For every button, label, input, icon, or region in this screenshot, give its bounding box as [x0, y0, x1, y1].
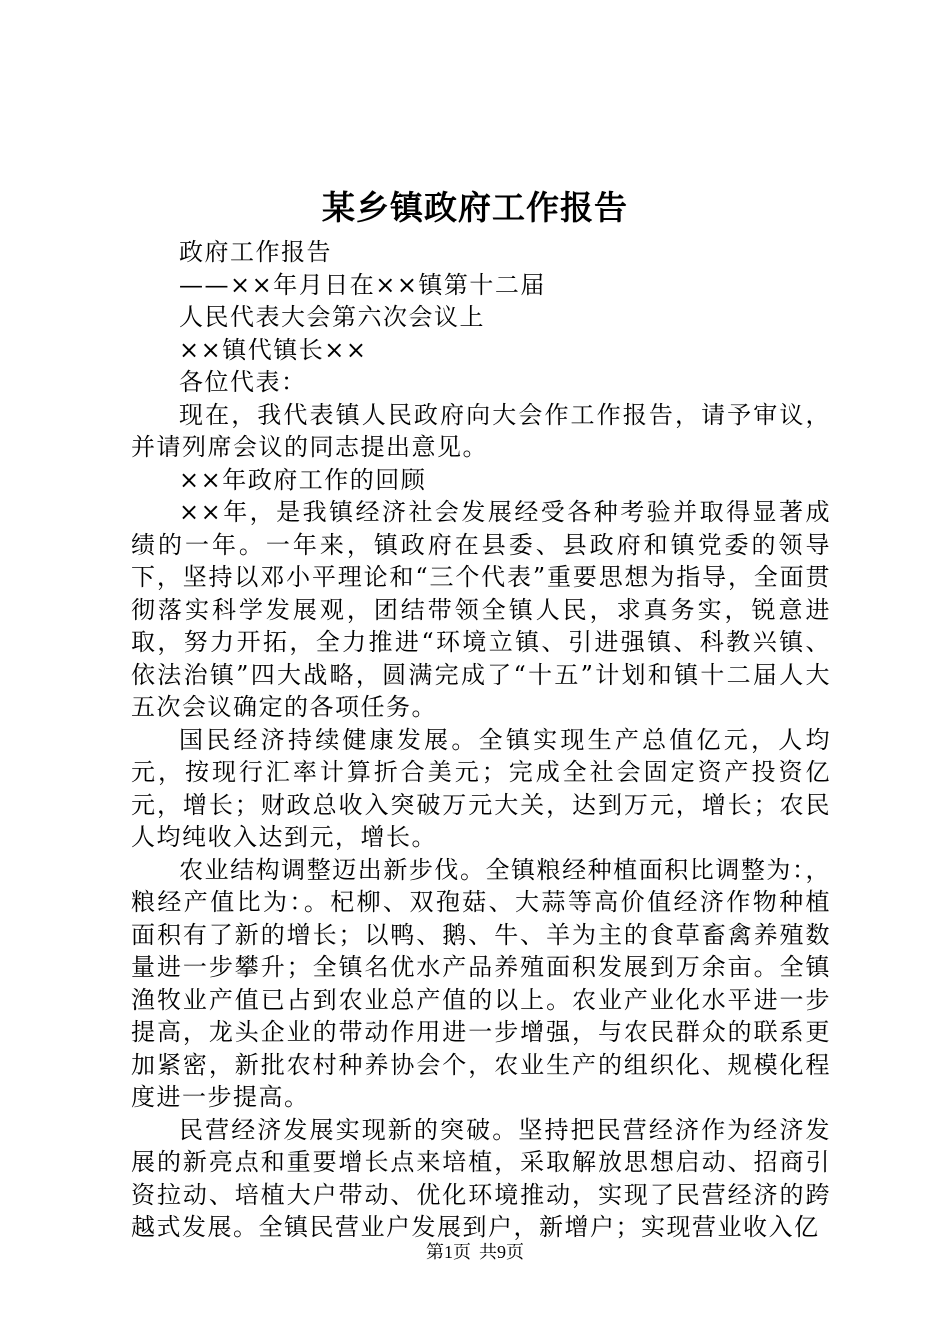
section-heading: ××年政府工作的回顾 [179, 465, 427, 494]
document-title: 某乡镇政府工作报告 [322, 188, 628, 227]
page-footer [0, 1240, 950, 1264]
agriculture-paragraph: 农业结构调整迈出新步伐。全镇粮经种植面积比调整为：，粮经产值比为：。杞柳、双孢菇、大蒜等高价值经济作物种植面积有了新的增长；以鸭、鹅、牛、羊为主的食草畜禽养殖数量进一步攀升；全镇名优水产品养殖面积发展到万余亩。全镇渔牧业产值已占到农业总产值的以上。农业产业化水平进一步提高，龙头企业的带动作用进一步增强，与农民群众的联系更加紧密，新批农村种养协会个，农业生产的组织化、规模化程度进一步提高。 [131, 855, 831, 1111]
intro-paragraph: 现在，我代表镇人民政府向大会作工作报告，请予审议，并请列席会议的同志提出意见。 [131, 400, 831, 461]
meeting-line-2: 人民代表大会第六次会议上 [179, 303, 485, 331]
private-economy-paragraph: 民营经济发展实现新的突破。坚持把民营经济作为经济发展的新亮点和重要增长点来培植，采取解放思想启动、招商引资拉动、培植大户带动、优化环境推动，实现了民营经济的跨越式发展。全镇民营业户发展到户，新增户；实现营业收入亿 [131, 1115, 831, 1241]
review-paragraph: ××年，是我镇经济社会发展经受各种考验并取得显著成绩的一年。一年来，镇政府在县委、县政府和镇党委的领导下，坚持以邓小平理论和“三个代表”重要思想为指导，全面贯彻落实科学发展观，团结带领全镇人民，求真务实，锐意进取，努力开拓，全力推进“环境立镇、引进强镇、科教兴镇、依法治镇”四大战略，圆满完成了“十五”计划和镇十二届人大五次会议确定的各项任务。 [131, 498, 831, 721]
speaker-line: ××镇代镇长×× [179, 335, 368, 364]
page-total: 共9页 [479, 1242, 524, 1262]
economy-paragraph: 国民经济持续健康发展。全镇实现生产总值亿元，人均元，按现行汇率计算折合美元；完成全社会固定资产投资亿元，增长；财政总收入突破万元大关，达到万元，增长；农民人均纯收入达到元，增长。 [131, 725, 831, 851]
meeting-line: ——××年月日在××镇第十二届 [179, 270, 546, 299]
document-body [131, 236, 831, 1244]
page-number: 第1页 [426, 1242, 471, 1262]
salutation: 各位代表： [179, 368, 307, 396]
report-heading: 政府工作报告 [179, 238, 332, 266]
